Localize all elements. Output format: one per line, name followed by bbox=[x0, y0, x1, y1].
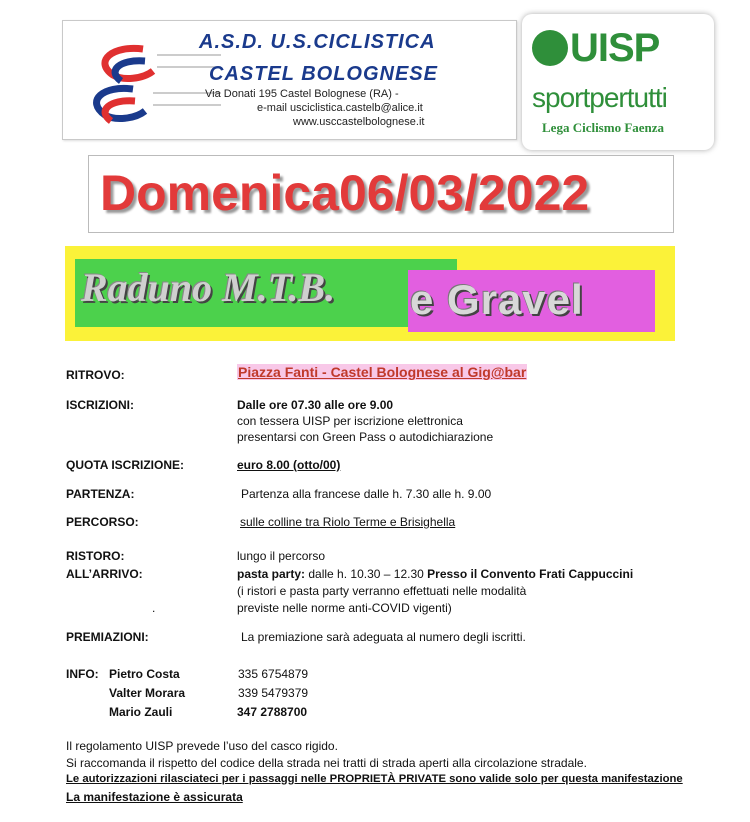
partenza-value: Partenza alla francese dalle h. 7.30 alle h. 9.00 bbox=[241, 487, 492, 501]
banner-title-mtb: Raduno M.T.B. bbox=[81, 265, 336, 310]
ristoro-value: lungo il percorso bbox=[237, 549, 326, 563]
contact-phone: 339 5479379 bbox=[238, 686, 309, 700]
event-date: Domenica06/03/2022 bbox=[100, 165, 590, 221]
club-address-block bbox=[205, 87, 505, 129]
arrivo-place: Presso il Convento Frati Cappuccini bbox=[427, 567, 634, 581]
uisp-lega: Lega Ciclismo Faenza bbox=[542, 120, 665, 135]
ristoro-label: RISTORO: bbox=[66, 549, 125, 563]
club-website: www.usccastelbolognese.it bbox=[293, 116, 425, 128]
dot-mark: . bbox=[152, 601, 156, 615]
iscrizioni-line2: con tessera UISP per iscrizione elettronica bbox=[237, 414, 463, 428]
uisp-emblem-icon bbox=[532, 30, 568, 66]
iscrizioni-line3: presentarsi con Green Pass o autodichiarazione bbox=[237, 430, 494, 444]
quota-value: euro 8.00 (otto/00) bbox=[237, 458, 341, 472]
contact-phone: 335 6754879 bbox=[238, 667, 309, 681]
footer-helmet-rule: Il regolamento UISP prevede l’uso del casco rigido. bbox=[66, 739, 338, 753]
arrivo-time: dalle h. 10.30 – 12.30 bbox=[305, 567, 428, 581]
ritrovo-label: RITROVO: bbox=[66, 368, 125, 382]
arrivo-prefix: pasta party: bbox=[237, 567, 306, 581]
percorso-value: sulle colline tra Riolo Terme e Brisighella bbox=[240, 515, 456, 529]
footer-insurance: La manifestazione è assicurata bbox=[66, 790, 243, 804]
ritrovo-value: Piazza Fanti - Castel Bolognese al Gig@bar bbox=[238, 364, 527, 380]
arrivo-line bbox=[237, 567, 633, 581]
event-banner bbox=[65, 246, 675, 341]
arrivo-label: ALL’ARRIVO: bbox=[66, 567, 143, 581]
uisp-logo bbox=[522, 14, 714, 150]
club-name-line2: CASTEL BOLOGNESE bbox=[209, 63, 438, 85]
club-email: e-mail usciclistica.castelb@alice.it bbox=[257, 102, 423, 114]
iscrizioni-line1: Dalle ore 07.30 alle ore 9.00 bbox=[237, 398, 394, 412]
premiazioni-value: La premiazione sarà adeguata al numero degli iscritti. bbox=[241, 630, 526, 644]
info-label: INFO: bbox=[66, 667, 99, 681]
iscrizioni-label: ISCRIZIONI: bbox=[66, 398, 134, 412]
premiazioni-label: PREMIAZIONI: bbox=[66, 630, 149, 644]
contact-name: Valter Morara bbox=[109, 686, 186, 700]
club-address: Via Donati 195 Castel Bolognese (RA) - bbox=[205, 88, 399, 100]
uisp-tagline: sportpertutti bbox=[532, 82, 667, 113]
percorso-label: PERCORSO: bbox=[66, 515, 139, 529]
arrivo-note1: (i ristori e pasta party verranno effettuati nelle modalità bbox=[237, 584, 527, 598]
contact-name: Pietro Costa bbox=[109, 667, 180, 681]
arrivo-note2: previste nelle norme anti-COVID vigenti) bbox=[237, 601, 452, 615]
uisp-brand: UISP bbox=[570, 26, 660, 70]
footer-road-rule: Si raccomanda il rispetto del codice della strada nei tratti di strada aperti alla circolazione stradale. bbox=[66, 756, 587, 770]
club-name-line1: A.S.D. U.S.CICLISTICA bbox=[199, 31, 436, 53]
club-header bbox=[62, 20, 517, 140]
contact-phone: 347 2788700 bbox=[237, 705, 308, 719]
footer-private-property: Le autorizzazioni rilasciateci per i passaggi nelle PROPRIETÀ PRIVATE sono valide solo per questa manifestazione bbox=[66, 773, 683, 785]
quota-label: QUOTA ISCRIZIONE: bbox=[66, 458, 184, 472]
banner-title-gravel: e Gravel bbox=[410, 276, 584, 323]
contact-name: Mario Zauli bbox=[109, 705, 173, 719]
partenza-label: PARTENZA: bbox=[66, 487, 135, 501]
club-logo-icon bbox=[73, 41, 223, 129]
